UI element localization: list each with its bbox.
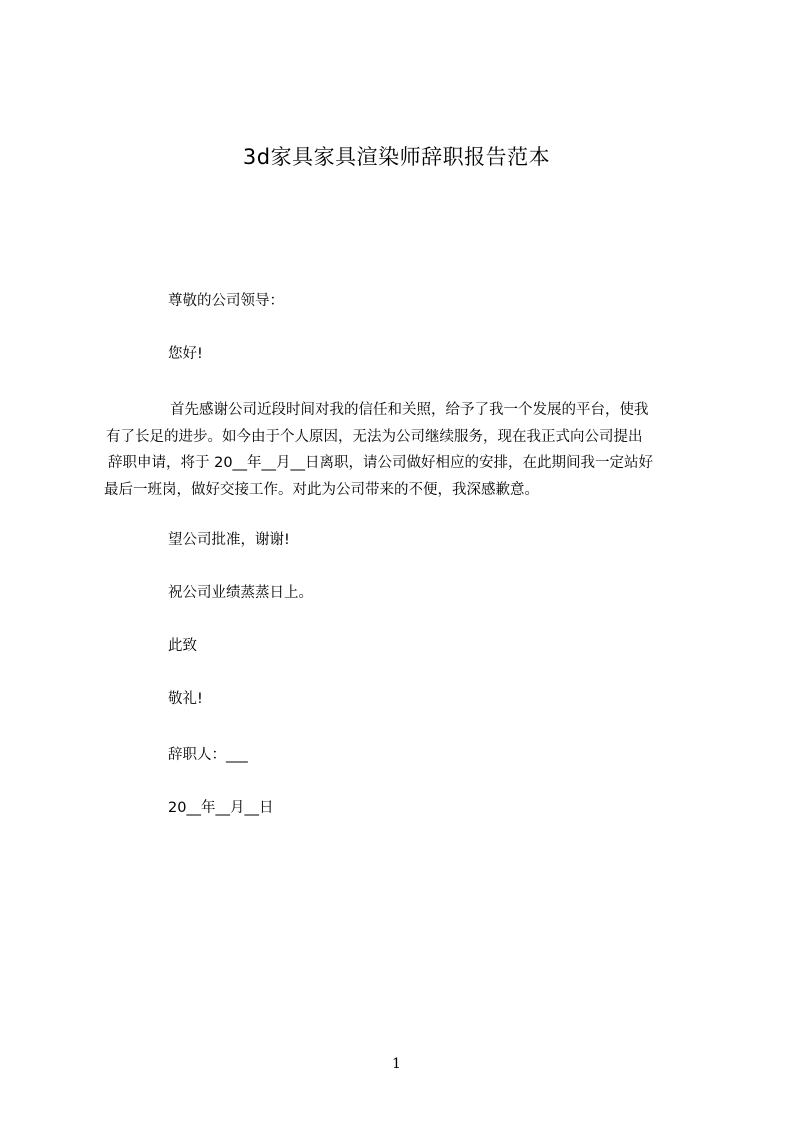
closing-line: 此致 xyxy=(168,638,197,654)
body-line: 辞职申请，将于 20__年__月__日离职，请公司做好相应的安排，在此期间我一定站好 xyxy=(108,455,654,471)
document-title: 3d家具家具渲染师辞职报告范本 xyxy=(242,145,551,169)
wish-line: 祝公司业绩蒸蒸日上。 xyxy=(168,585,313,601)
body-line: 首先感谢公司近段时间对我的信任和关照，给予了我一个发展的平台，使我 xyxy=(170,402,649,418)
request-line: 望公司批准，谢谢! xyxy=(168,532,290,548)
body-line: 最后一班岗，做好交接工作。对此为公司带来的不便，我深感歉意。 xyxy=(104,481,539,498)
closing-salute: 敬礼! xyxy=(168,691,203,707)
page-number: 1 xyxy=(392,1056,401,1072)
greeting: 您好! xyxy=(168,346,203,362)
body-paragraph xyxy=(104,397,698,503)
signer-line: 辞职人：___ xyxy=(168,747,248,763)
body-line: 有了长足的进步。如今由于个人原因，无法为公司继续服务，现在我正式向公司提出 xyxy=(106,428,643,445)
salutation: 尊敬的公司领导： xyxy=(168,293,284,309)
date-line: 20__年__月__日 xyxy=(168,800,274,816)
